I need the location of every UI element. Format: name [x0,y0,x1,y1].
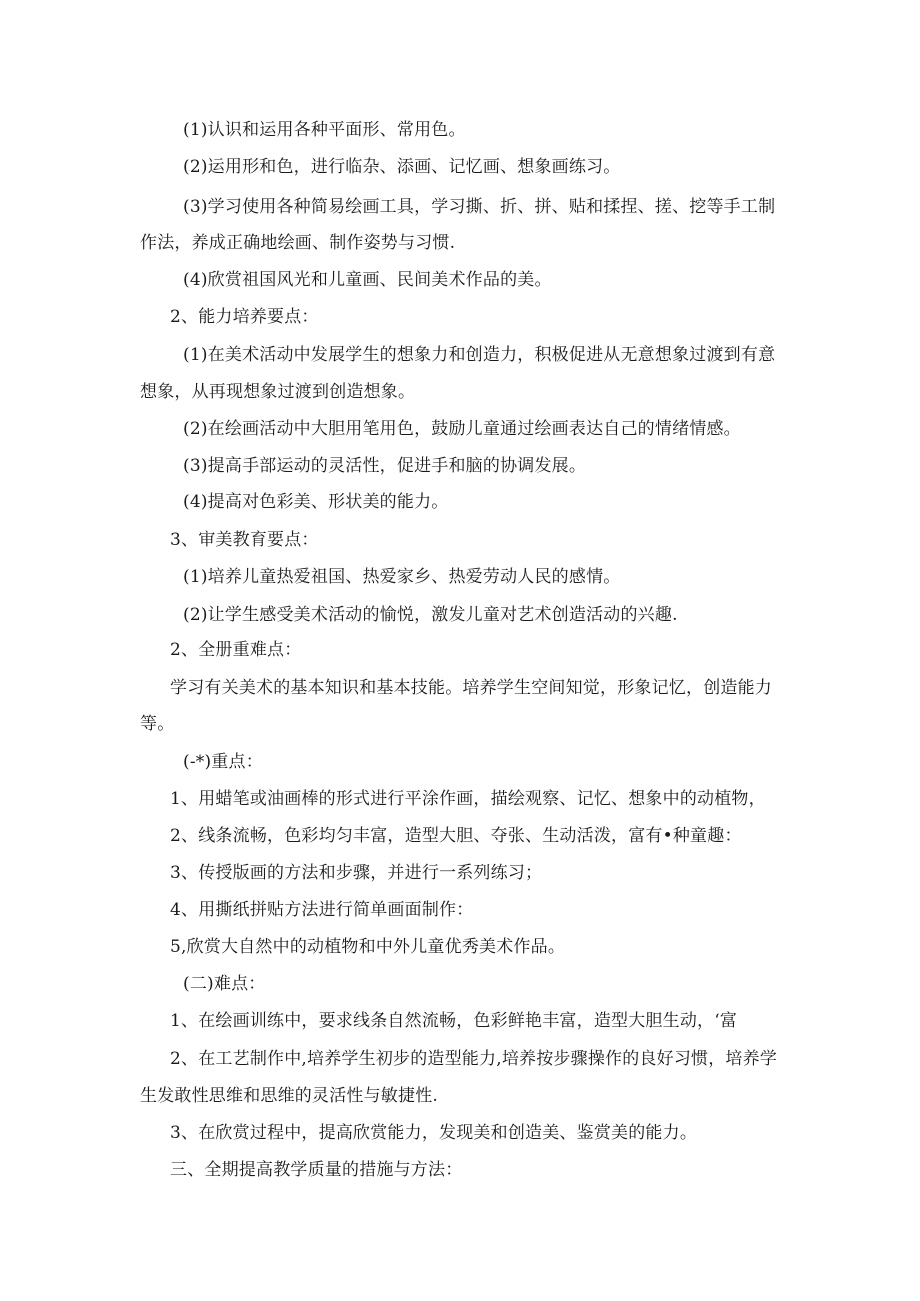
text-line: (3)学习使用各种简易绘画工具，学习撕、折、拼、贴和揉捏、搓、挖等手工制 [183,197,776,217]
section-heading: 2、全册重难点： [170,640,302,660]
section-heading: 三、全期提高教学质量的措施与方法： [170,1160,463,1180]
text-line: 2、线条流畅，色彩均匀丰富，造型大胆、夺张、生动活泼，富有•种童趣： [170,826,742,846]
section-heading: 3、审美教育要点： [170,530,319,550]
text-line: (2)让学生感受美术活动的愉悦，激发儿童对艺术创造活动的兴趣. [183,605,678,625]
text-line: 5,欣赏大自然中的动植物和中外儿童优秀美术作品。 [170,937,566,957]
text-line: (3)提高手部运动的灵活性，促进手和脑的协调发展。 [183,456,587,476]
text-line: (4)提高对色彩美、形状美的能力。 [183,492,449,512]
text-line: 4、用撕纸拼贴方法进行简单画面制作： [170,900,474,920]
text-line: (4)欣赏祖国风光和儿童画、民间美术作品的美。 [183,270,552,290]
text-line: 3、传授版画的方法和步骤，并进行一系列练习； [170,863,543,883]
text-line: (1)认识和运用各种平面形、常用色。 [183,120,466,140]
text-line: 等。 [140,714,175,734]
text-line: 生发敢性思维和思维的灵活性与敏捷性. [140,1086,439,1106]
section-heading: (-*)重点： [183,752,263,772]
section-heading: 2、能力培养要点： [170,307,319,327]
text-line: (2)运用形和色，进行临杂、添画、记忆画、想象画练习。 [183,157,621,177]
section-heading: (二)难点： [183,974,266,994]
text-line: 学习有关美术的基本知识和基本技能。培养学生空间知觉，形象记忆，创造能力 [170,678,772,698]
text-line: 作法，养成正确地绘画、制作姿势与习惯. [140,233,456,253]
text-line: 想象，从再现想象过渡到创造想象。 [140,382,416,402]
text-line: (1)在美术活动中发展学生的想象力和创造力，积极促进从无意想象过渡到有意 [183,345,776,365]
text-line: (1)培养儿童热爱祖国、热爱家乡、热爱劳动人民的感情。 [183,567,621,587]
text-line: (2)在绘画活动中大胆用笔用色，鼓励儿童通过绘画表达自己的情绪情感。 [183,419,741,439]
text-line: 1、用蜡笔或油画棒的形式进行平涂作画，描绘观察、记忆、想象中的动植物， [170,789,766,809]
text-line: 3、在欣赏过程中，提高欣赏能力，发现美和创造美、鉴赏美的能力。 [170,1123,698,1143]
text-line: 2、在工艺制作中,培养学生初步的造型能力,培养按步骤操作的良好习惯，培养学 [170,1049,778,1069]
text-line: 1、在绘画训练中，要求线条自然流畅，色彩鲜艳丰富，造型大胆生动，‘富 [170,1011,738,1031]
